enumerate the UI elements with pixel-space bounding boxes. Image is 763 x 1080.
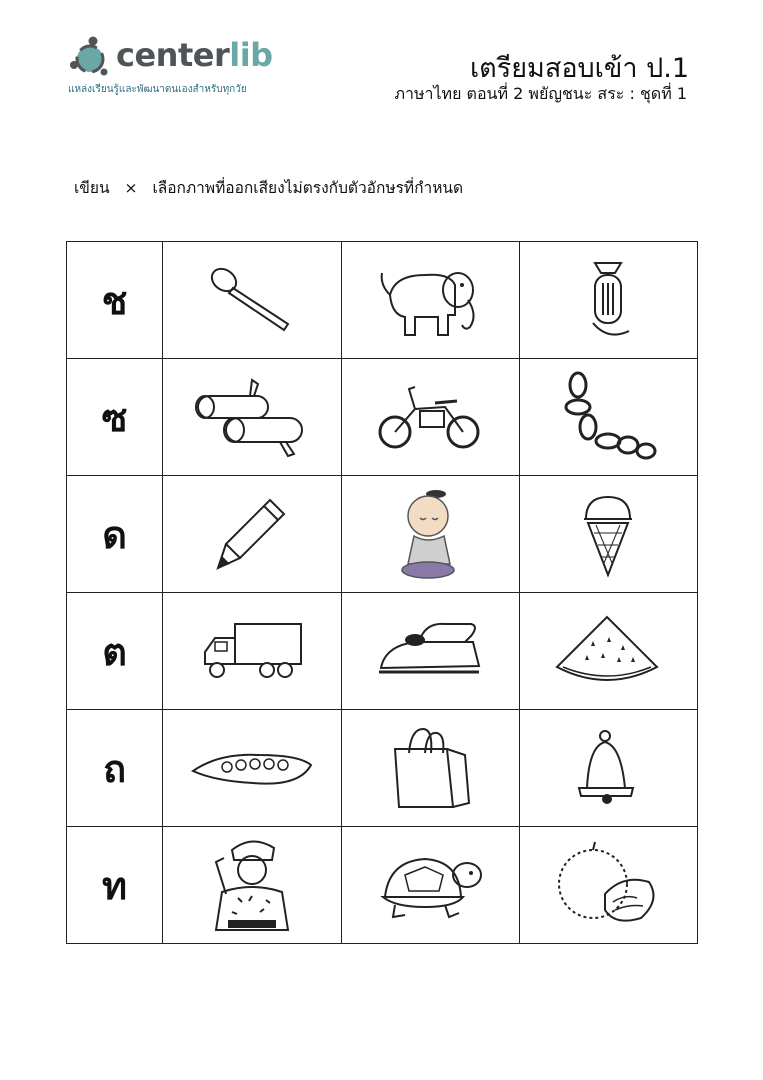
truck-icon [197,616,307,686]
table-row [67,359,698,476]
letter-cell: ต [67,593,163,710]
picture-cell[interactable] [519,593,697,710]
letter-cell: ช [67,242,163,359]
logs-icon [190,374,314,460]
picture-cell[interactable] [341,593,519,710]
picture-cell[interactable] [341,827,519,944]
instruction-verb: เขียน [74,179,110,197]
logo [68,34,288,98]
picture-cell[interactable] [163,242,341,359]
letter-cell: ท [67,827,163,944]
picture-cell[interactable] [163,476,341,593]
picture-cell[interactable] [163,359,341,476]
instruction-text: เลือกภาพที่ออกเสียงไม่ตรงกับตัวอักษรที่กำหนด [152,179,464,197]
pencil-icon [212,494,292,574]
bell-icon [573,728,643,808]
picture-cell[interactable] [341,359,519,476]
turtle-icon [375,845,485,925]
bag-icon [385,723,475,813]
worksheet-table [66,241,698,944]
spoon-icon [202,260,302,340]
page-title: เตรียมสอบเข้า ป.1 [469,53,689,84]
letter-cell: ถ [67,710,163,827]
trumpet-icon [573,255,643,345]
child-icon [390,486,470,582]
elephant-icon [370,255,490,345]
picture-cell[interactable] [341,476,519,593]
table-row [67,710,698,827]
table-row [67,827,698,944]
picture-cell[interactable] [163,710,341,827]
logo-mark-icon [68,34,114,80]
bean-pod-icon [189,743,315,793]
picture-cell[interactable] [519,710,697,827]
page-subtitle: ภาษาไทย ตอนที่ 2 พยัญชนะ สระ : ชุดที่ 1 [394,84,687,103]
durian-icon [553,840,663,930]
motorcycle-icon [375,377,485,457]
table-row [67,593,698,710]
ice-cream-icon [578,489,638,579]
iron-icon [375,616,485,686]
logo-tagline: แหล่งเรียนรู้และพัฒนาตนเองสำหรับทุกวัย [68,84,247,95]
instruction [74,175,473,200]
picture-cell[interactable] [341,710,519,827]
letter-cell: ด [67,476,163,593]
watermelon-icon [553,611,663,691]
table-row [67,242,698,359]
picture-cell[interactable] [519,359,697,476]
soldier-icon [202,832,302,938]
picture-cell[interactable] [163,827,341,944]
letter-cell: ซ [67,359,163,476]
chain-icon [558,371,658,463]
logo-wordmark: centerlib [116,36,273,74]
instruction-mark: × [124,179,138,197]
table-row [67,476,698,593]
picture-cell[interactable] [519,242,697,359]
picture-cell[interactable] [519,827,697,944]
picture-cell[interactable] [163,593,341,710]
picture-cell[interactable] [341,242,519,359]
picture-cell[interactable] [519,476,697,593]
